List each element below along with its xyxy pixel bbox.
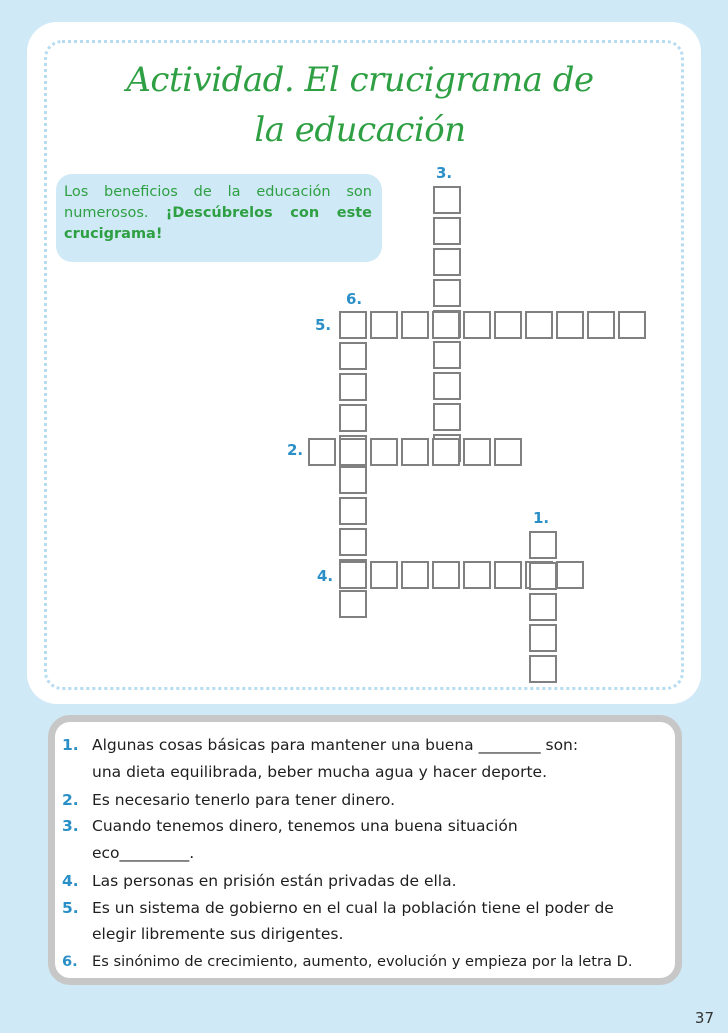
crossword-cell-4-4[interactable]	[432, 561, 460, 589]
intro-box	[56, 174, 382, 262]
crossword-cell-2-3[interactable]	[370, 438, 398, 466]
intro-text: Los beneficios de la educación son numerosos.	[64, 184, 372, 221]
crossword-cell-2-7[interactable]	[494, 438, 522, 466]
crossword-cell-3-8[interactable]	[433, 403, 461, 431]
clue-1-cont: una dieta equilibrada, beber mucha agua y hacer deporte.	[92, 763, 547, 781]
crossword-cell-3-7[interactable]	[433, 372, 461, 400]
crossword-cell-5-9[interactable]	[587, 311, 615, 339]
crossword-cell-5-2[interactable]	[370, 311, 398, 339]
crossword-cell-3-4[interactable]	[433, 279, 461, 307]
clue-1: 1. Algunas cosas básicas para mantener una buena ________ son:	[62, 736, 579, 754]
intro-bold-text: ¡Descúbrelos con este crucigrama!	[64, 205, 372, 242]
crossword-cell-4-1[interactable]	[339, 561, 367, 589]
clue-number-1: 1.	[533, 509, 550, 527]
clue-number-4: 4.	[317, 567, 334, 585]
crossword-cell-3-3[interactable]	[433, 248, 461, 276]
crossword-cell-1-5[interactable]	[529, 655, 557, 683]
crossword-cell-5-5[interactable]	[463, 311, 491, 339]
activity-title-line2: la educación	[254, 110, 466, 150]
crossword-cell-1-2[interactable]	[529, 562, 557, 590]
crossword-cell-2-1[interactable]	[308, 438, 336, 466]
crossword-cell-6-4[interactable]	[339, 404, 367, 432]
activity-title-line1: Actividad. El crucigrama de	[126, 60, 594, 100]
page-number: 37	[694, 1009, 714, 1027]
clue-4: 4. Las personas en prisión están privadas de ella.	[62, 872, 457, 890]
clue-number-5: 5.	[315, 316, 332, 334]
crossword-cell-4-8[interactable]	[556, 561, 584, 589]
clue-5: 5. Es un sistema de gobierno en el cual la población tiene el poder de	[62, 899, 614, 917]
clue-3-cont: eco_________.	[92, 844, 195, 862]
crossword-cell-2-2[interactable]	[339, 438, 367, 466]
crossword-cell-5-6[interactable]	[494, 311, 522, 339]
crossword-cell-6-6[interactable]	[339, 466, 367, 494]
clue-number-6: 6.	[346, 290, 363, 308]
crossword-cell-2-5[interactable]	[432, 438, 460, 466]
crossword-cell-6-3[interactable]	[339, 373, 367, 401]
clue-5-cont: elegir libremente sus dirigentes.	[92, 925, 344, 943]
crossword-cell-1-1[interactable]	[529, 531, 557, 559]
crossword-cell-3-6[interactable]	[433, 341, 461, 369]
clue-number-3: 3.	[436, 164, 453, 182]
crossword-cell-1-3[interactable]	[529, 593, 557, 621]
crossword-cell-2-4[interactable]	[401, 438, 429, 466]
crossword-cell-5-3[interactable]	[401, 311, 429, 339]
crossword-cell-5-7[interactable]	[525, 311, 553, 339]
clue-3: 3. Cuando tenemos dinero, tenemos una buena situación	[62, 817, 518, 835]
crossword-cell-6-2[interactable]	[339, 342, 367, 370]
crossword-cell-6-7[interactable]	[339, 497, 367, 525]
crossword-cell-1-4[interactable]	[529, 624, 557, 652]
crossword-cell-4-6[interactable]	[494, 561, 522, 589]
crossword-cell-3-1[interactable]	[433, 186, 461, 214]
clue-6: 6. Es sinónimo de crecimiento, aumento, evolución y empieza por la letra D.	[62, 953, 633, 970]
crossword-cell-3-2[interactable]	[433, 217, 461, 245]
crossword-cell-2-6[interactable]	[463, 438, 491, 466]
crossword-cell-4-5[interactable]	[463, 561, 491, 589]
crossword-cell-5-4[interactable]	[432, 311, 460, 339]
clue-2: 2. Es necesario tenerlo para tener dinero.	[62, 791, 396, 809]
crossword-cell-4-3[interactable]	[401, 561, 429, 589]
crossword-cell-5-10[interactable]	[618, 311, 646, 339]
crossword-cell-4-2[interactable]	[370, 561, 398, 589]
crossword-cell-5-1[interactable]	[339, 311, 367, 339]
clue-number-2: 2.	[287, 441, 304, 459]
crossword-cell-6-10[interactable]	[339, 590, 367, 618]
crossword-cell-5-8[interactable]	[556, 311, 584, 339]
crossword-cell-6-8[interactable]	[339, 528, 367, 556]
